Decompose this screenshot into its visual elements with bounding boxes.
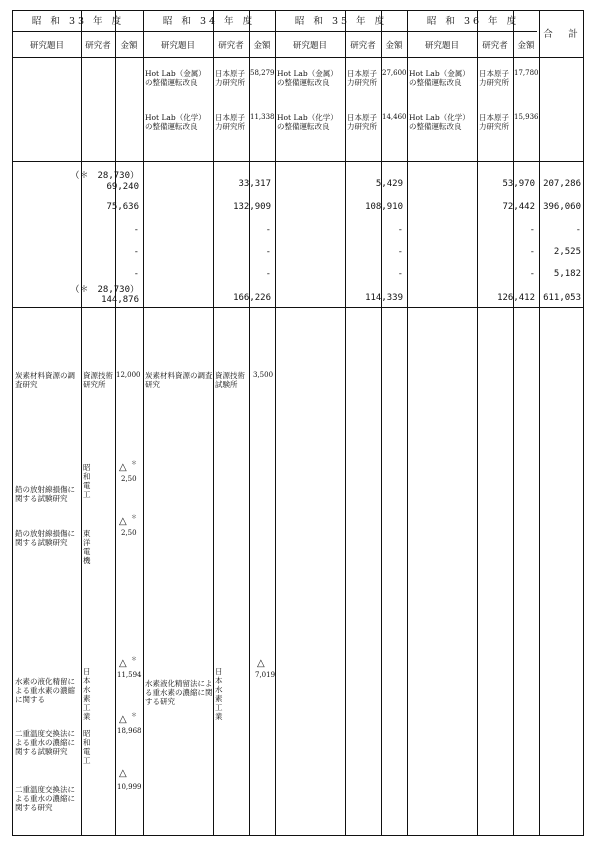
col-divider (115, 11, 116, 835)
summary-total: 611,053 (543, 293, 581, 303)
amount-cell: 12,000 (116, 371, 141, 379)
summary-y35: - (397, 269, 403, 279)
summary-y33: 69,240 (106, 182, 139, 192)
summary-y33: - (133, 247, 139, 257)
amount-cell: 18,968 (117, 727, 142, 735)
col-divider (477, 11, 478, 835)
researcher-cell: 日本原子力研究所 (479, 113, 509, 131)
subheader-amount: 金額 (120, 41, 138, 51)
amount-cell: 11,594 (117, 671, 142, 679)
summary-y33-note: （＊ 28,730） (70, 285, 139, 295)
summary-total: - (575, 225, 581, 235)
col-divider (275, 11, 276, 835)
subheader-subject: 研究題目 (424, 41, 459, 51)
star-mark: ＊ (131, 460, 138, 467)
summary-y36: - (529, 225, 535, 235)
row-divider (13, 161, 583, 162)
summary-y34: 166,226 (233, 293, 271, 303)
amount-cell: 7,019 (255, 671, 276, 679)
subheader-subject: 研究題目 (160, 41, 195, 51)
summary-y35: - (397, 225, 403, 235)
subject-cell: Hot Lab（金属）の整備運転改良 (145, 69, 206, 87)
amount-cell: 3,500 (253, 371, 274, 379)
summary-y35: 114,339 (365, 293, 403, 303)
summary-y36: 53,970 (502, 179, 535, 189)
researcher-cell: 資源技術研究所 (83, 371, 113, 389)
header-year33: 昭 和 33 年 度 (31, 16, 125, 27)
star-mark: ＊ (131, 712, 138, 719)
summary-y36: - (529, 247, 535, 257)
subheader-amount: 金額 (253, 41, 271, 51)
amount-cell: 2,50 (121, 475, 137, 483)
amount-cell: 11,338 (250, 113, 275, 121)
col-divider (249, 11, 250, 835)
researcher-cell: 東洋電機 (83, 529, 101, 565)
summary-y36: - (529, 269, 535, 279)
header-year36: 昭 和 36 年 度 (426, 16, 520, 27)
subheader-subject: 研究題目 (292, 41, 327, 51)
researcher-cell: 日本原子力研究所 (347, 113, 377, 131)
triangle-icon: △ (257, 658, 265, 669)
summary-y33: 75,636 (106, 202, 139, 212)
header-year35: 昭 和 35 年 度 (294, 16, 388, 27)
triangle-icon: △ (119, 768, 127, 779)
subject-cell: 二重温度交換法による重水の濃縮に関する試験研究 (15, 729, 75, 756)
col-divider (81, 11, 82, 835)
summary-y34: 132,909 (233, 202, 271, 212)
subject-cell: Hot Lab（金属）の整備運転改良 (277, 69, 338, 87)
subject-cell: Hot Lab（化学）の整備運転改良 (277, 113, 338, 131)
amount-cell: 2,50 (121, 529, 137, 537)
summary-y36: 72,442 (502, 202, 535, 212)
subject-cell: 水素液化精留法による重水素の濃縮に関する研究 (145, 679, 213, 706)
col-divider (407, 11, 408, 835)
subject-cell: Hot Lab（化学）の整備運転改良 (145, 113, 206, 131)
amount-cell: 14,460 (382, 113, 407, 121)
summary-y33: 144,876 (101, 295, 139, 305)
col-divider (213, 11, 214, 835)
row-divider (13, 31, 537, 32)
summary-y34: - (265, 225, 271, 235)
triangle-icon: △ (119, 462, 127, 473)
header-total: 合 計 (543, 29, 581, 40)
summary-y34: 33,317 (238, 179, 271, 189)
triangle-icon: △ (119, 516, 127, 527)
researcher-cell: 昭和電工 (83, 729, 101, 765)
subject-cell: 炭素材料資源の調査研究 (15, 371, 75, 389)
subject-cell: Hot Lab（化学）の整備運転改良 (409, 113, 470, 131)
amount-cell: 58,279 (250, 69, 275, 77)
researcher-cell: 日本原子力研究所 (479, 69, 509, 87)
star-mark: ＊ (131, 514, 138, 521)
subheader-amount: 金額 (517, 41, 535, 51)
triangle-icon: △ (119, 714, 127, 725)
budget-table (12, 10, 584, 836)
summary-y33: - (133, 269, 139, 279)
researcher-cell: 日本水素工業 (83, 667, 101, 721)
row-divider (13, 57, 583, 58)
summary-y34: - (265, 247, 271, 257)
researcher-cell: 資源技術試験所 (215, 371, 245, 389)
subject-cell: 炭素材料資源の調査研究 (145, 371, 213, 389)
col-divider (143, 11, 144, 835)
star-mark: ＊ (131, 656, 138, 663)
col-divider (381, 11, 382, 835)
amount-cell: 15,936 (514, 113, 539, 121)
subheader-researcher: 研究者 (85, 41, 111, 51)
summary-y36: 126,412 (497, 293, 535, 303)
amount-cell: 10,999 (117, 783, 142, 791)
researcher-cell: 日本原子力研究所 (347, 69, 377, 87)
subject-cell: Hot Lab（金属）の整備運転改良 (409, 69, 470, 87)
summary-y35: 5,429 (375, 179, 403, 189)
subheader-researcher: 研究者 (218, 41, 244, 51)
subject-cell: 鉛の放射線損傷に関する試験研究 (15, 529, 75, 547)
summary-y35: 108,910 (365, 202, 403, 212)
summary-y35: - (397, 247, 403, 257)
subheader-researcher: 研究者 (482, 41, 508, 51)
researcher-cell: 日本原子力研究所 (215, 113, 245, 131)
summary-total: 5,182 (553, 269, 581, 279)
summary-total: 396,060 (543, 202, 581, 212)
col-divider (539, 11, 540, 835)
subheader-subject: 研究題目 (29, 41, 64, 51)
subheader-researcher: 研究者 (350, 41, 376, 51)
researcher-cell: 日本原子力研究所 (215, 69, 245, 87)
summary-total: 207,286 (543, 179, 581, 189)
subject-cell: 鉛の放射線損傷に関する試験研究 (15, 485, 75, 503)
summary-y33: - (133, 225, 139, 235)
col-divider (345, 11, 346, 835)
header-year34: 昭 和 34 年 度 (162, 16, 256, 27)
summary-y34: - (265, 269, 271, 279)
subject-cell: 水素の液化精留による重水素の濃縮に関する (15, 677, 75, 704)
researcher-cell: 昭和電工 (83, 463, 101, 499)
col-divider (513, 11, 514, 835)
triangle-icon: △ (119, 658, 127, 669)
summary-y33-note: （＊ 28,730） (70, 171, 139, 181)
row-divider (13, 307, 583, 308)
subject-cell: 二重温度交換法による重水の濃縮に関する研究 (15, 785, 75, 812)
researcher-cell: 日本水素工業 (215, 667, 233, 721)
amount-cell: 27,600 (382, 69, 407, 77)
summary-total: 2,525 (553, 247, 581, 257)
subheader-amount: 金額 (385, 41, 403, 51)
amount-cell: 17,780 (514, 69, 539, 77)
